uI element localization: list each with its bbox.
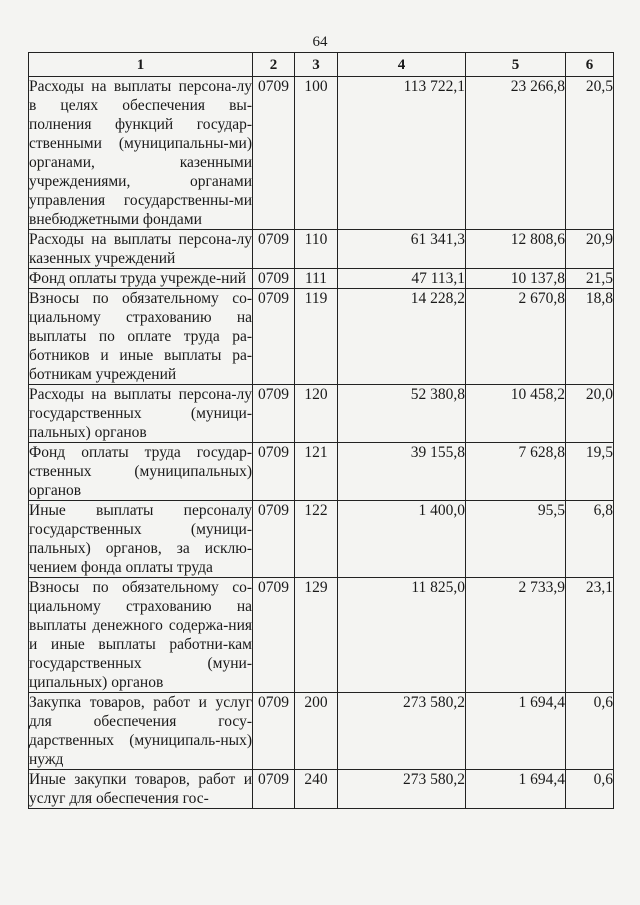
row-plan: 47 113,1	[338, 269, 466, 289]
table-row	[29, 578, 614, 693]
row-section: 0709	[253, 501, 295, 578]
row-fact: 12 808,6	[466, 230, 566, 269]
row-plan: 61 341,3	[338, 230, 466, 269]
table-row	[29, 385, 614, 443]
row-plan: 14 228,2	[338, 289, 466, 385]
row-plan: 273 580,2	[338, 770, 466, 809]
row-section: 0709	[253, 578, 295, 693]
table-row	[29, 230, 614, 269]
row-name: Расходы на выплаты персона-лу казенных учреждений	[29, 231, 252, 267]
row-plan: 39 155,8	[338, 443, 466, 501]
row-section: 0709	[253, 385, 295, 443]
row-fact: 2 670,8	[466, 289, 566, 385]
row-plan: 11 825,0	[338, 578, 466, 693]
table-header	[29, 53, 614, 77]
row-fact: 7 628,8	[466, 443, 566, 501]
row-section: 0709	[253, 77, 295, 230]
row-fact: 10 137,8	[466, 269, 566, 289]
row-section: 0709	[253, 269, 295, 289]
row-percent: 20,5	[566, 77, 614, 230]
row-name: Закупка товаров, работ и услуг для обеспечения госу-дарственных (муниципаль-ных) нужд	[29, 694, 252, 768]
row-type: 129	[295, 578, 338, 693]
row-percent: 23,1	[566, 578, 614, 693]
row-type: 122	[295, 501, 338, 578]
row-name: Расходы на выплаты персона-лу в целях обеспечения вы-полнения функций государ-ственными (муниципальны-ми) органами, казенными учреждениями, органами управления государственны-ми внебюджетными фондами	[29, 78, 252, 228]
row-percent: 18,8	[566, 289, 614, 385]
table-row	[29, 443, 614, 501]
table-row	[29, 289, 614, 385]
row-section: 0709	[253, 230, 295, 269]
row-type: 119	[295, 289, 338, 385]
table-row	[29, 693, 614, 770]
row-type: 110	[295, 230, 338, 269]
row-plan: 1 400,0	[338, 501, 466, 578]
row-plan: 113 722,1	[338, 77, 466, 230]
row-percent: 0,6	[566, 770, 614, 809]
table-row	[29, 77, 614, 230]
row-fact: 2 733,9	[466, 578, 566, 693]
row-name: Иные закупки товаров, работ и услуг для обеспечения гос-	[29, 771, 252, 807]
row-type: 100	[295, 77, 338, 230]
row-fact: 95,5	[466, 501, 566, 578]
row-name: Расходы на выплаты персона-лу государственных (муници-пальных) органов	[29, 386, 252, 441]
table-row	[29, 770, 614, 809]
row-name: Иные выплаты персоналу государственных (муници-пальных) органов, за исклю-чением фонда оплаты труда	[29, 502, 252, 576]
table-row	[29, 501, 614, 578]
row-type: 121	[295, 443, 338, 501]
row-percent: 20,0	[566, 385, 614, 443]
row-section: 0709	[253, 443, 295, 501]
header-col-4: 4	[338, 53, 466, 77]
row-fact: 1 694,4	[466, 770, 566, 809]
row-name: Взносы по обязательному со-циальному страхованию на выплаты по оплате труда ра-ботников и иные выплаты ра-ботникам учреждений	[29, 290, 252, 383]
budget-table	[28, 52, 614, 809]
row-section: 0709	[253, 770, 295, 809]
row-percent: 19,5	[566, 443, 614, 501]
row-type: 111	[295, 269, 338, 289]
row-name: Взносы по обязательному со-циальному страхованию на выплаты денежного содержа-ния и иные выплаты работни-кам государственных (муни-ципальных) органов	[29, 579, 252, 691]
row-fact: 23 266,8	[466, 77, 566, 230]
row-fact: 10 458,2	[466, 385, 566, 443]
header-col-2: 2	[253, 53, 295, 77]
row-type: 240	[295, 770, 338, 809]
row-name: Фонд оплаты труда государ-ственных (муниципальных) органов	[29, 444, 252, 499]
row-percent: 20,9	[566, 230, 614, 269]
header-col-1: 1	[29, 53, 253, 77]
table-row	[29, 269, 614, 289]
row-percent: 0,6	[566, 693, 614, 770]
row-fact: 1 694,4	[466, 693, 566, 770]
row-type: 200	[295, 693, 338, 770]
row-percent: 21,5	[566, 269, 614, 289]
row-section: 0709	[253, 693, 295, 770]
page-number: 64	[312, 34, 328, 50]
row-percent: 6,8	[566, 501, 614, 578]
header-col-6: 6	[566, 53, 614, 77]
row-type: 120	[295, 385, 338, 443]
row-plan: 273 580,2	[338, 693, 466, 770]
header-col-5: 5	[466, 53, 566, 77]
header-col-3: 3	[295, 53, 338, 77]
row-name: Фонд оплаты труда учрежде-ний	[29, 269, 253, 289]
row-section: 0709	[253, 289, 295, 385]
row-plan: 52 380,8	[338, 385, 466, 443]
